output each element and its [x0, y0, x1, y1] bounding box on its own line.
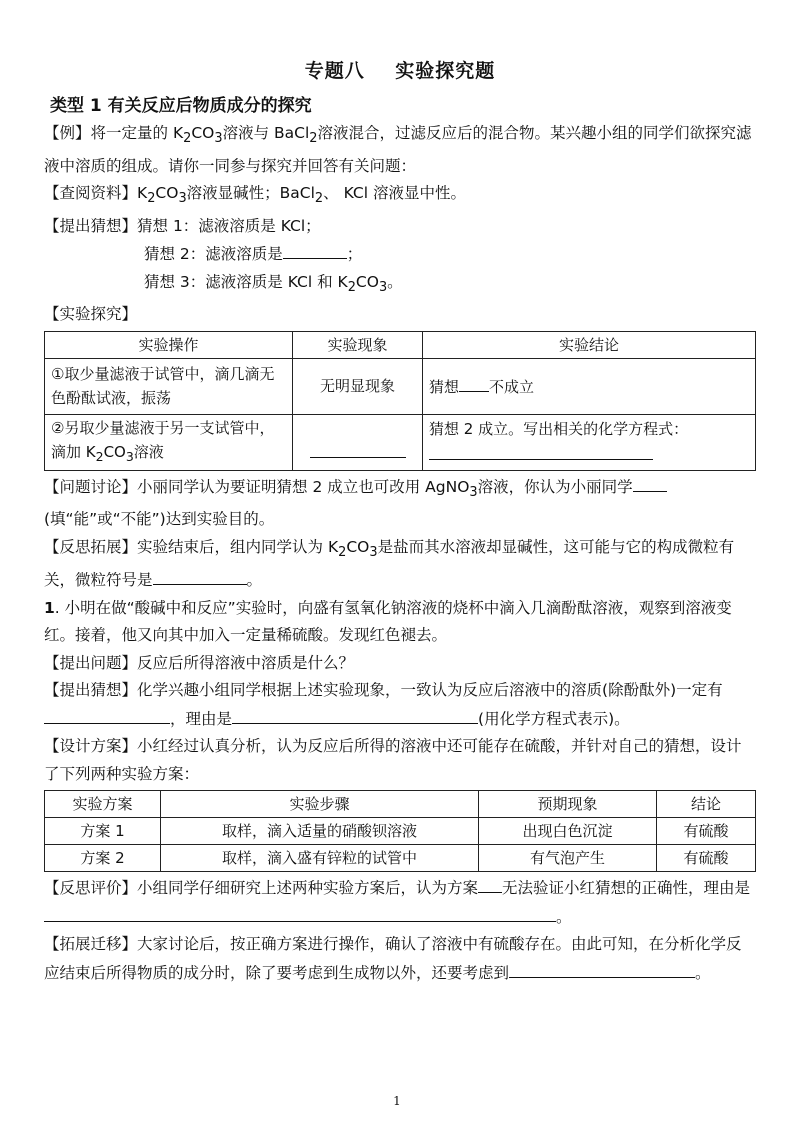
experiment-table: [44, 331, 756, 471]
answer-blank[interactable]: [232, 705, 478, 724]
worksheet-page: [44, 52, 756, 987]
answer-blank[interactable]: [478, 874, 502, 893]
hypothesis-2: 猜想 2：滤液溶质是 ；: [44, 240, 756, 269]
answer-blank[interactable]: [44, 903, 556, 922]
example-paragraph: 【例】将一定量的 $K_2CO_3$溶液与 BaCl$_2$溶液混合，过滤反应后的混合物。某兴趣小组的同学们欲探究滤液中溶质的组成。请你一同参与探究并回答有关问题：: [44, 124, 752, 175]
question-1-evaluation: 【反思评价】小组同学仔细研究上述两种实验方案后，认为方案 无法验证小红猜想的正确性，理由是。: [44, 874, 756, 931]
answer-blank[interactable]: [310, 439, 406, 458]
answer-blank[interactable]: [459, 373, 489, 392]
explore-label: 【实验探究】: [44, 305, 138, 324]
reference-info: 【查阅资料】$K_2CO_3$溶液显碱性；BaCl$_2$、 KCl 溶液显中性。: [44, 184, 466, 207]
table-row: 方案 1 取样，滴入适量的硝酸钡溶液 出现白色沉淀 有硫酸: [45, 818, 756, 845]
table-header-row: 实验方案 实验步骤 预期现象 结论: [45, 791, 756, 818]
discussion-paragraph: 【问题讨论】小丽同学认为要证明猜想 2 成立也可改用 AgNO$_3$溶液，你认为小丽同学(填“能”或“不能”)达到实验目的。: [44, 473, 756, 534]
answer-blank[interactable]: [633, 473, 667, 492]
answer-blank[interactable]: [153, 566, 247, 585]
answer-blank[interactable]: [509, 959, 695, 978]
hypothesis-3: 猜想 3：滤液溶质是 KCl 和 $K_2CO_3$。: [144, 272, 403, 295]
table-header-row: 实验操作 实验现象 实验结论: [45, 331, 756, 358]
hypothesis-1: 【提出猜想】猜想 1：滤液溶质是 KCl；: [44, 216, 321, 235]
question-1-hypothesis: 【提出猜想】化学兴趣小组同学根据上述实验现象，一致认为反应后溶液中的溶质(除酚酞外)一定有，理由是 (用化学方程式表示)。: [44, 681, 723, 728]
answer-blank[interactable]: [44, 705, 170, 724]
question-1-ask: 【提出问题】反应后所得溶液中溶质是什么？: [44, 653, 355, 672]
question-1-design: 【设计方案】小红经过认真分析，认为反应后所得的溶液中还可能存在硫酸，并针对自己的猜想，设计了下列两种实验方案：: [44, 737, 742, 783]
answer-blank[interactable]: [429, 441, 653, 460]
question-1-intro: 1. 小明在做“酸碱中和反应”实验时，向盛有氢氧化钠溶液的烧杯中滴入几滴酚酞溶液，观察到溶液变红。接着，他又向其中加入一定量稀硫酸。发现红色褪去。: [44, 598, 732, 645]
table-row: 方案 2 取样，滴入盛有锌粒的试管中 有气泡产生 有硫酸: [45, 845, 756, 872]
question-1-extension: 【拓展迁移】大家讨论后，按正确方案进行操作，确认了溶液中有硫酸存在。由此可知，在分析化学反应结束后所得物质的成分时，除了要考虑到生成物以外，还要考虑到 。: [44, 935, 742, 982]
answer-blank[interactable]: [283, 240, 347, 259]
table-row: ①取少量滤液于试管中，滴几滴无色酚酞试液，振荡 无明显现象 猜想 不成立: [45, 358, 756, 414]
reflection-paragraph: 【反思拓展】实验结束后，组内同学认为 $K_2CO_3$是盐而其水溶液却显碱性，这可能与它的构成微粒有关，微粒符号是 。: [44, 537, 735, 590]
table-row: ②另取少量滤液于另一支试管中，滴加 $K_2CO_3$溶液 猜想 2 成立。写出相关的化学方程式：: [45, 414, 756, 470]
section-heading: 类型 1 有关反应后物质成分的探究: [50, 96, 312, 116]
scheme-table: [44, 790, 756, 872]
page-title: 专题八 实验探究题: [304, 60, 496, 82]
page-number: 1: [393, 1094, 401, 1108]
